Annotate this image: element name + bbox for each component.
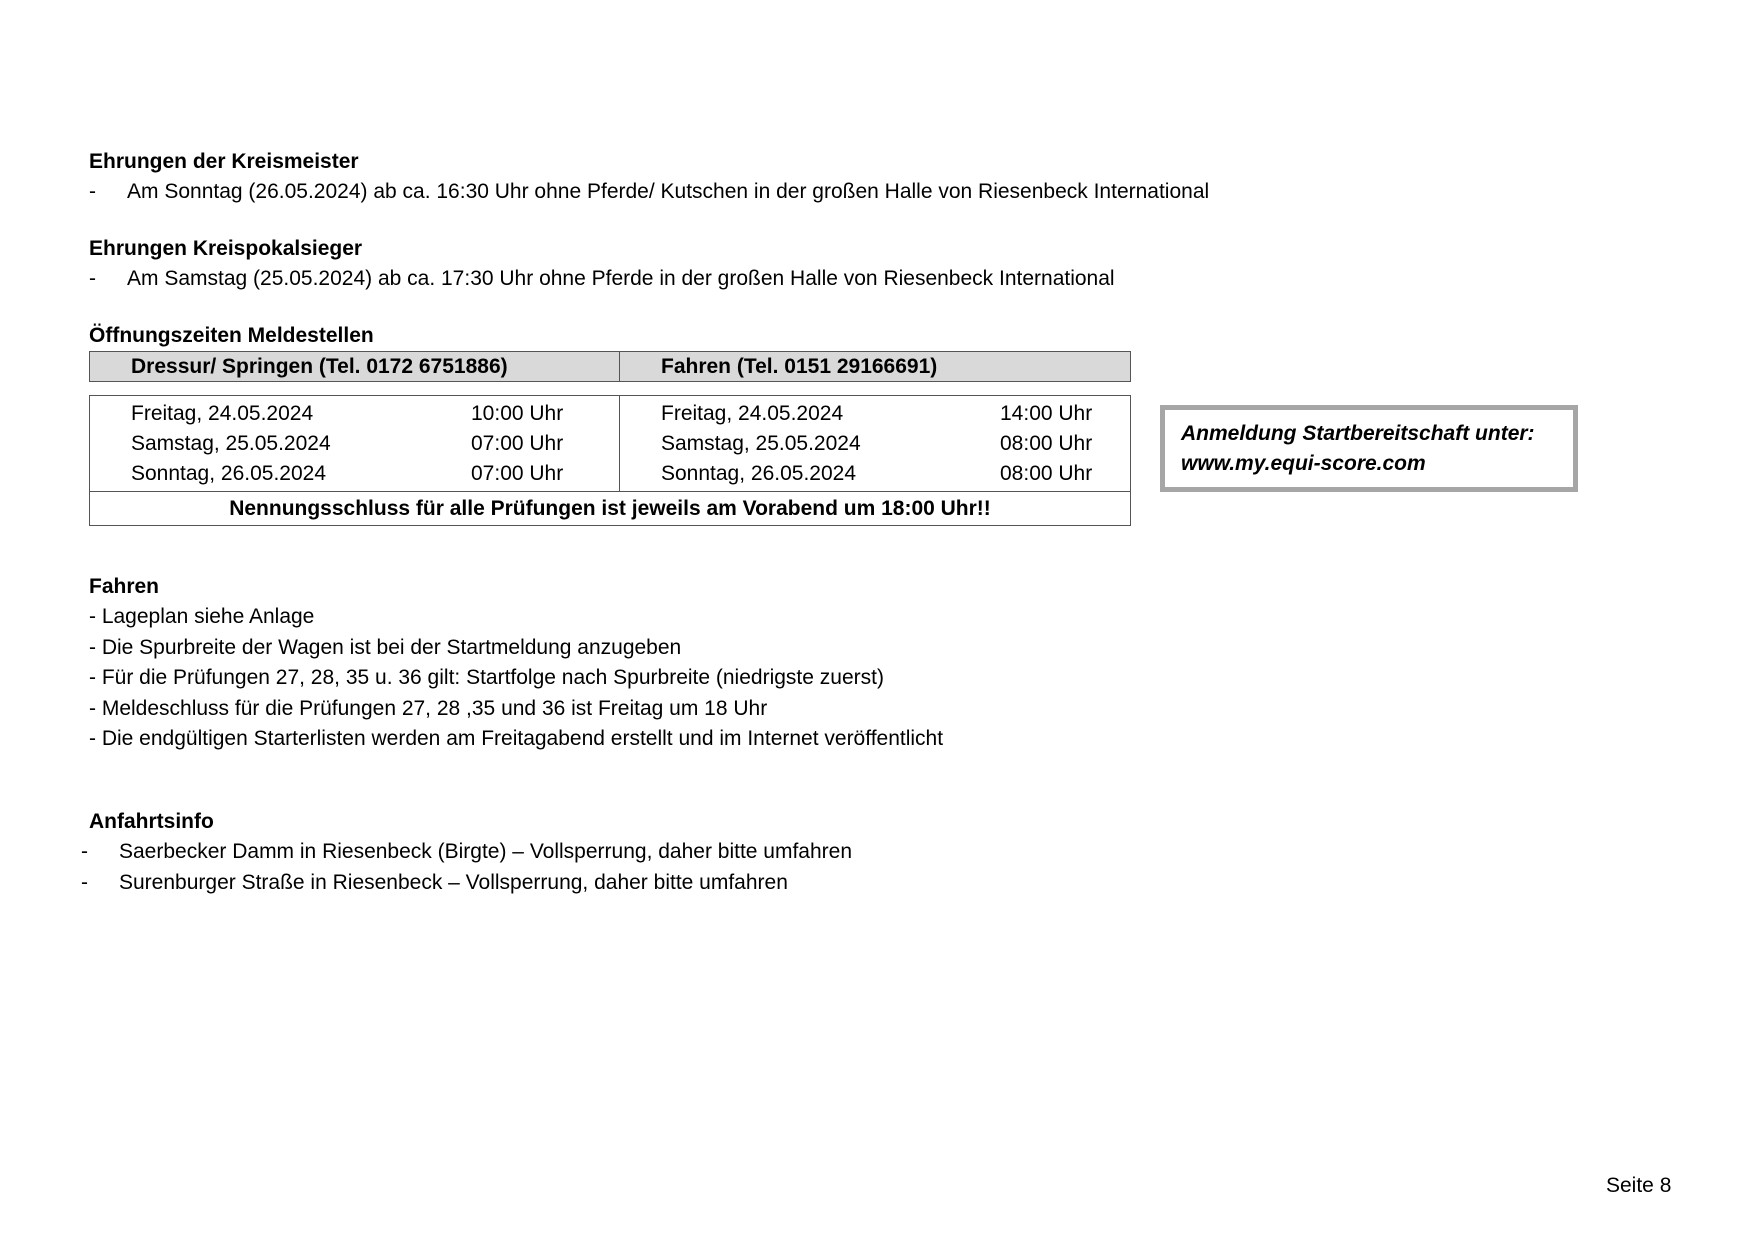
- registration-note-box: [1160, 405, 1578, 492]
- table-cell-time: 07:00 Uhr: [471, 462, 564, 485]
- table-cell-time: 07:00 Uhr: [471, 432, 564, 455]
- registration-note-text: Anmeldung Startbereitschaft unter:: [1181, 422, 1535, 445]
- list-item: - Die Spurbreite der Wagen ist bei der Startmeldung anzugeben: [89, 636, 682, 659]
- bullet-dash: -: [81, 871, 88, 894]
- list-item: - Meldeschluss für die Prüfungen 27, 28 ,35 und 36 ist Freitag um 18 Uhr: [89, 697, 768, 720]
- table-cell-day: Sonntag, 26.05.2024: [131, 462, 327, 485]
- table-header: [89, 351, 1131, 382]
- deadline-note: Nennungsschluss für alle Prüfungen ist jeweils am Vorabend um 18:00 Uhr!!: [229, 497, 991, 520]
- bullet-dash: -: [89, 180, 96, 203]
- table-cell-day: Samstag, 25.05.2024: [661, 432, 861, 455]
- column-header-fahren: Fahren (Tel. 0151 29166691): [661, 355, 938, 378]
- registration-note-link[interactable]: www.my.equi-score.com: [1181, 452, 1426, 475]
- list-item-text: Am Samstag (25.05.2024) ab ca. 17:30 Uhr ohne Pferde in der großen Halle von Riesenbeck International: [127, 267, 1115, 290]
- heading-fahren: Fahren: [89, 575, 160, 598]
- bullet-dash: -: [89, 267, 96, 290]
- list-item: - Für die Prüfungen 27, 28, 35 u. 36 gilt: Startfolge nach Spurbreite (niedrigste zuerst): [89, 666, 884, 689]
- table-cell-day: Samstag, 25.05.2024: [131, 432, 331, 455]
- opening-hours-table: [89, 395, 1131, 526]
- list-item: - Die endgültigen Starterlisten werden am Freitagabend erstellt und im Internet veröffentlicht: [89, 727, 944, 750]
- list-item-text: Surenburger Straße in Riesenbeck – Vollsperrung, daher bitte umfahren: [119, 871, 788, 894]
- table-cell-time: 14:00 Uhr: [1000, 402, 1093, 425]
- table-cell-time: 10:00 Uhr: [471, 402, 564, 425]
- heading-meldestellen: Öffnungszeiten Meldestellen: [89, 324, 374, 347]
- table-divider: [619, 396, 620, 491]
- column-header-dressur: Dressur/ Springen (Tel. 0172 6751886): [131, 355, 508, 378]
- list-item: - Lageplan siehe Anlage: [89, 605, 315, 628]
- heading-kreismeister: Ehrungen der Kreismeister: [89, 150, 359, 173]
- heading-anfahrt: Anfahrtsinfo: [89, 810, 214, 833]
- list-item-text: Saerbecker Damm in Riesenbeck (Birgte) – Vollsperrung, daher bitte umfahren: [119, 840, 853, 863]
- page-number: Seite 8: [1606, 1174, 1672, 1197]
- bullet-dash: -: [81, 840, 88, 863]
- table-cell-time: 08:00 Uhr: [1000, 432, 1093, 455]
- table-divider: [90, 491, 1130, 492]
- table-cell-day: Freitag, 24.05.2024: [131, 402, 314, 425]
- table-cell-time: 08:00 Uhr: [1000, 462, 1093, 485]
- list-item-text: Am Sonntag (26.05.2024) ab ca. 16:30 Uhr ohne Pferde/ Kutschen in der großen Halle von Riesenbeck International: [127, 180, 1210, 203]
- table-cell-day: Sonntag, 26.05.2024: [661, 462, 857, 485]
- table-cell-day: Freitag, 24.05.2024: [661, 402, 844, 425]
- heading-kreispokal: Ehrungen Kreispokalsieger: [89, 237, 363, 260]
